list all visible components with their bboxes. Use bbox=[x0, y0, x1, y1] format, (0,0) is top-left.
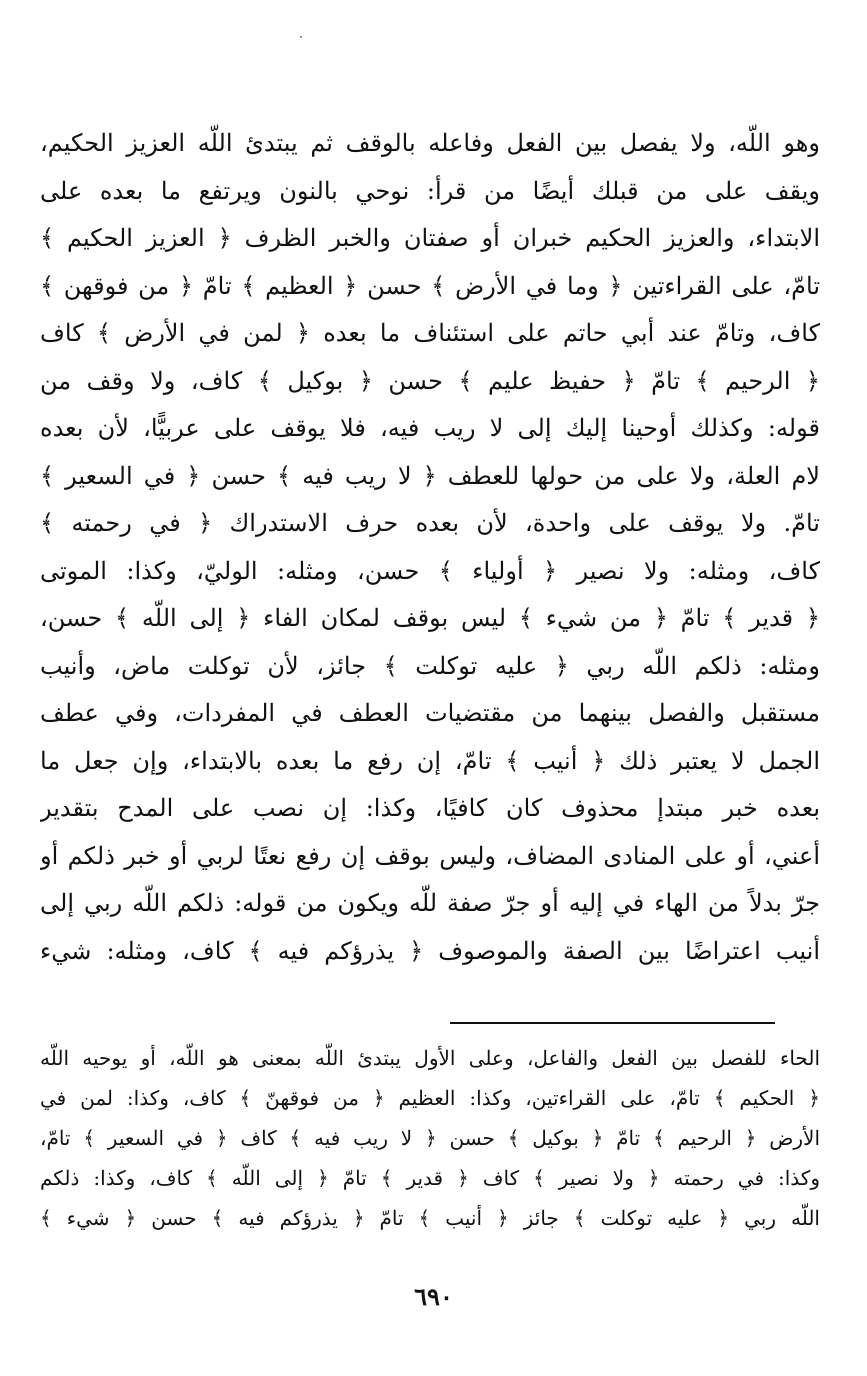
body-line: بعده خبر مبتدإ محذوف كان كافيًا، وكذا: إن نصب على المدح بتقدير bbox=[40, 794, 820, 822]
main-body-text bbox=[40, 120, 820, 975]
body-line: مستقبل والفصل بينهما من مقتضيات العطف في المفردات، وفي عطف bbox=[40, 699, 820, 727]
footnote-line: ﴿ الحكيم ﴾ تامّ، على القراءتين، وكذا: العظيم ﴿ من فوقهنّ ﴾ كاف، وكذا: لمن في bbox=[40, 1086, 820, 1110]
body-line: أنيب اعتراضًا بين الصفة والموصوف ﴿ يذرؤكم فيه ﴾ كاف، ومثله: شيء bbox=[40, 936, 820, 965]
footnote-line: اللّه ربي ﴿ عليه توكلت ﴾ جائز ﴿ أنيب ﴾ تامّ ﴿ يذرؤكم فيه ﴾ حسن ﴿ شيء ﴾ bbox=[40, 1206, 820, 1230]
body-line: كاف، وتامّ عند أبي حاتم على استئناف ما بعده ﴿ لمن في الأرض ﴾ كاف bbox=[40, 319, 820, 347]
footnote-separator bbox=[450, 1022, 775, 1024]
body-line: قوله: وكذلك أوحينا إليك إلى لا ريب فيه، فلا يوقف على عربيًّا، لأن بعده bbox=[40, 414, 820, 442]
body-line: تامّ. ولا يوقف على واحدة، لأن بعده حرف الاستدراك ﴿ في رحمته ﴾ bbox=[40, 509, 820, 537]
body-line: كاف، ومثله: ولا نصير ﴿ أولياء ﴾ حسن، ومثله: الوليّ، وكذا: الموتى bbox=[40, 556, 820, 585]
body-line: لام العلة، ولا على من حولها للعطف ﴿ لا ريب فيه ﴾ حسن ﴿ في السعير ﴾ bbox=[40, 461, 820, 490]
footnote-line: وكذا: في رحمته ﴿ ولا نصير ﴾ كاف ﴿ قدير ﴾ تامّ ﴿ إلى اللّه ﴾ كاف، وكذا: ذلكم bbox=[40, 1166, 820, 1190]
footnote-line: الأرض ﴿ الرحيم ﴾ تامّ ﴿ بوكيل ﴾ حسن ﴿ لا ريب فيه ﴾ كاف ﴿ في السعير ﴾ تامّ، bbox=[40, 1126, 820, 1150]
footnote-line: الحاء للفصل بين الفعل والفاعل، وعلى الأول يبتدئ اللّه بمعنى هو اللّه، أو يوحيه اللّه bbox=[40, 1046, 820, 1070]
body-line: الابتداء، والعزيز الحكيم خبران أو صفتان والخبر الظرف ﴿ العزيز الحكيم ﴾ bbox=[40, 224, 820, 252]
page-number: ٦٩٠ bbox=[414, 1282, 453, 1311]
body-line: ﴿ الرحيم ﴾ تامّ ﴿ حفيظ عليم ﴾ حسن ﴿ بوكيل ﴾ كاف، ولا وقف من bbox=[40, 366, 820, 395]
body-line: وهو اللّه، ولا يفصل بين الفعل وفاعله بالوقف ثم يبتدئ اللّه العزيز الحكيم، bbox=[40, 129, 820, 157]
body-line: تامّ، على القراءتين ﴿ وما في الأرض ﴾ حسن ﴿ العظيم ﴾ تامّ ﴿ من فوقهن ﴾ bbox=[40, 271, 820, 300]
body-line: ﴿ قدير ﴾ تامّ ﴿ من شيء ﴾ ليس بوقف لمكان الفاء ﴿ إلى اللّه ﴾ حسن، bbox=[40, 604, 820, 632]
body-line: أعني، أو على المنادى المضاف، وليس بوقف إن رفع نعتًا لربي أو خبر ذلكم أو bbox=[40, 841, 820, 870]
body-line: جرّ بدلاً من الهاء في إليه أو جرّ صفة للّه ويكون من قوله: ذلكم اللّه ربي إلى bbox=[40, 889, 820, 917]
body-line: ومثله: ذلكم اللّه ربي ﴿ عليه توكلت ﴾ جائز، لأن توكلت ماض، وأنيب bbox=[40, 651, 820, 680]
body-line: الجمل لا يعتبر ذلك ﴿ أنيب ﴾ تامّ، إن رفع ما بعده بالابتداء، وإن جعل ما bbox=[40, 746, 820, 775]
footnote-block bbox=[40, 1038, 820, 1238]
page-speck bbox=[300, 36, 302, 38]
body-line: ويقف على من قبلك أيضًا من قرأ: نوحي بالنون ويرتفع ما بعده على bbox=[40, 176, 820, 205]
